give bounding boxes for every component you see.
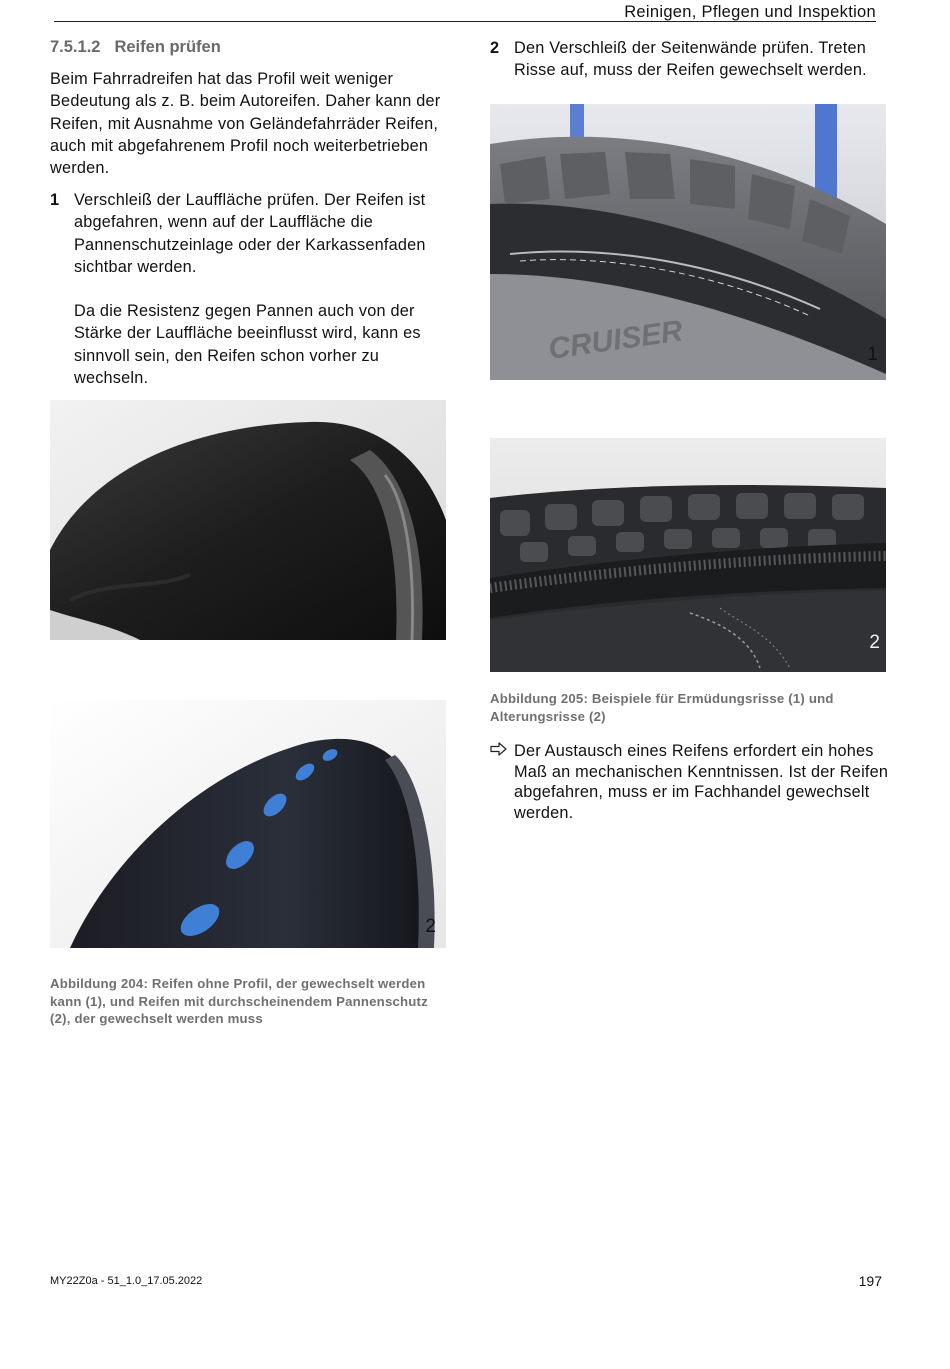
step-1-text-2: Da die Resistenz gegen Pannen auch von der Stärke der Lauffläche beeinflusst wird, kann es sinnvoll sein, den Reifen schon vorher zu wechseln.: [74, 302, 421, 388]
figure-204-image-1-label: 1: [425, 608, 436, 629]
step-2: [490, 37, 890, 82]
step-1-text: Verschleiß der Lauffläche prüfen. Der Reifen ist abgefahren, wenn auf der Lauffläche die Pannenschutzeinlage oder der Karkassenfaden sichtbar werden.: [74, 191, 426, 276]
figure-205-image-2-label: 2: [869, 632, 880, 653]
section-heading: [50, 38, 221, 57]
section-title: Reifen prüfen: [114, 38, 221, 56]
section-number: 7.5.1.2: [50, 38, 101, 56]
intro-paragraph: Beim Fahrradreifen hat das Profil weit weniger Bedeutung als z. B. beim Autoreifen. Daher kann der Reifen, mit Ausnahme von Geländefahrräder Reifen, auch mit abgefahrenem Profil noch weiterbetrieben werden.: [50, 70, 441, 178]
page-number: 197: [858, 1273, 882, 1289]
figure-204-image-2-label: 2: [425, 916, 436, 937]
step-2-number: 2: [490, 39, 500, 57]
figure-205-image-1: [490, 104, 886, 390]
figure-204-image-2: [50, 700, 446, 948]
header-title: Reinigen, Pflegen und Inspektion: [624, 3, 876, 21]
step-1-number: 1: [50, 191, 60, 209]
step-1: [50, 189, 450, 389]
sidewall-text: CRUISER: [546, 314, 685, 366]
figure-205-image-1-label: 1: [867, 344, 878, 365]
note-text: Der Austausch eines Reifens erfordert ein hohes Maß an mechanischen Kenntnissen. Ist der Reifen abgefahren, muss er im Fachhandel gewechselt werden.: [514, 742, 889, 823]
figure-205-caption: Abbildung 205: Beispiele für Ermüdungsrisse (1) und Alterungsrisse (2): [490, 691, 834, 724]
figure-204-caption: Abbildung 204: Reifen ohne Profil, der gewechselt werden kann (1), und Reifen mit durchscheinendem Pannenschutz (2), der gewechselt werden muss: [50, 976, 428, 1026]
note: [490, 741, 890, 824]
step-2-text: Den Verschleiß der Seitenwände prüfen. Treten Risse auf, muss der Reifen gewechselt werden.: [514, 39, 867, 80]
footer-doc-id: MY22Z0a - 51_1.0_17.05.2022: [50, 1275, 203, 1287]
figure-204-image-1: [50, 400, 446, 640]
arrow-right-outline-icon: [490, 742, 508, 756]
figure-205-image-2: [490, 438, 886, 672]
